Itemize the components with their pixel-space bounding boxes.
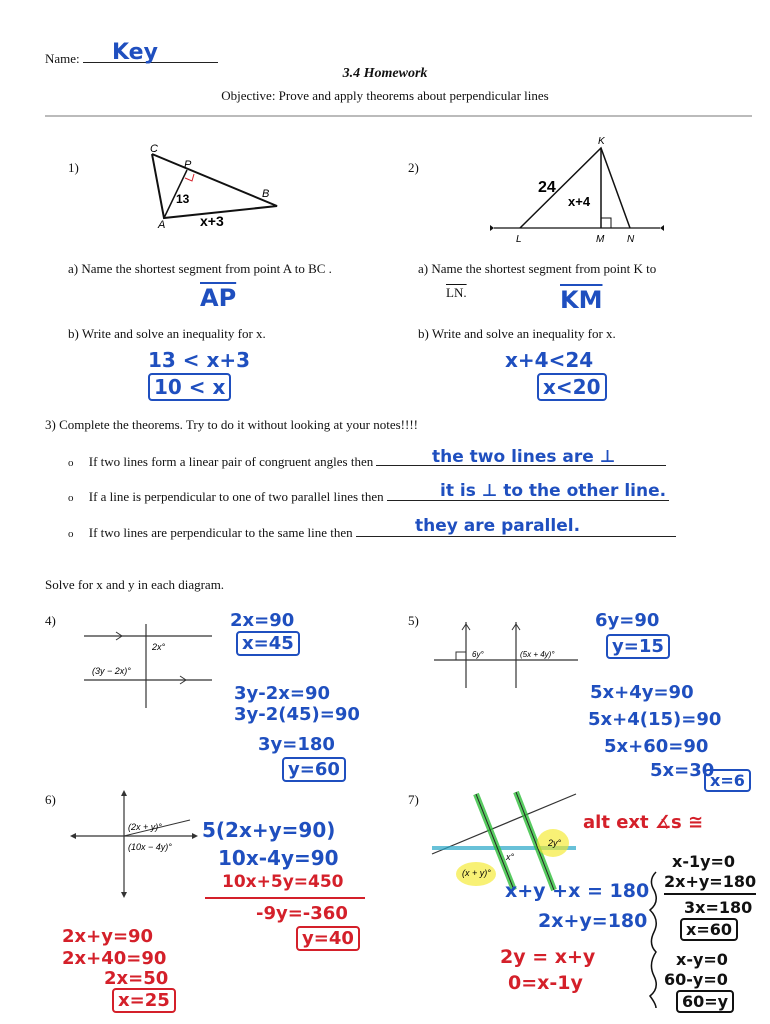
p7-black-6: 60-y=0: [664, 970, 728, 989]
p7-label-c: (x + y)°: [462, 868, 491, 878]
p1-label-a: A: [158, 219, 166, 230]
p5-work-7: x=6: [704, 769, 751, 792]
p6-label-b: (10x − 4y)°: [128, 842, 172, 852]
p4-number: 4): [45, 613, 56, 628]
p7-black-2: 2x+y=180: [664, 872, 757, 891]
p3-text-3: If two lines are perpendicular to the same line then: [88, 525, 353, 540]
p7-black-sum-line: [664, 893, 756, 895]
p7-label-a: 2y°: [548, 838, 562, 848]
p1-answer-b1: 13 < x+3: [148, 348, 251, 372]
p6-red-1: 10x+5y=450: [222, 872, 344, 892]
p1-side-ab: x+3: [200, 213, 224, 229]
p6-blue-1: 5(2x+y=90): [202, 818, 336, 842]
p1-number: 1): [68, 160, 79, 175]
p1-label-c: C: [150, 143, 158, 155]
p1-label-p: P: [184, 159, 192, 171]
p5-work-6: 5x=30: [650, 760, 715, 781]
p5-work-5: 5x+60=90: [604, 736, 709, 757]
p3-answer-3: they are parallel.: [415, 516, 581, 536]
p4-work-1: 2x=90: [230, 610, 295, 631]
p2-label-l: L: [516, 234, 522, 244]
p5-diagram: [432, 620, 582, 690]
p7-blue-2: 2x+y=180: [538, 910, 648, 932]
p1-label-b: B: [262, 188, 270, 200]
p7-red-2: 0=x-1y: [508, 972, 583, 994]
p4-work-2: x=45: [236, 631, 300, 656]
p7-black-5: x-y=0: [676, 950, 728, 969]
p3-text-2: If a line is perpendicular to one of two parallel lines then: [88, 489, 384, 504]
p4-work-6: y=60: [282, 757, 346, 782]
p7-black-7: 60=y: [676, 990, 734, 1013]
p4-label-b: (3y − 2x)°: [92, 666, 131, 676]
p7-number: 7): [408, 792, 419, 807]
p5-label-a: 6y°: [472, 650, 484, 659]
p3-bullet-3: o: [68, 528, 74, 540]
p5-label-b: (5x + 4y)°: [520, 650, 555, 659]
p4-work-4: 3y-2(45)=90: [234, 704, 360, 725]
p7-black-3: 3x=180: [684, 898, 753, 917]
p2-side-kl: 24: [538, 179, 556, 196]
p3-answer-1: the two lines are ⊥: [432, 447, 616, 467]
p3-bullet-1: o: [68, 457, 74, 469]
p7-note: alt ext ∡s ≅: [583, 812, 704, 833]
p5-work-1: 6y=90: [595, 610, 660, 631]
p6-number: 6): [45, 792, 56, 807]
p3-text-1: If two lines form a linear pair of congruent angles then: [88, 454, 374, 469]
p2-label-k: K: [598, 136, 605, 147]
p6-red-3: y=40: [296, 926, 360, 951]
p6-red-2: -9y=-360: [256, 903, 348, 924]
p2-label-m: M: [596, 234, 605, 244]
p1-answer-a: $\overline{AP}$: [200, 284, 237, 312]
p6-left-2: 2x+40=90: [62, 948, 167, 969]
p2-answer-a: $\overline{KM}$: [560, 286, 603, 314]
p1-diagram: [140, 140, 290, 230]
p5-work-4: 5x+4(15)=90: [588, 709, 722, 730]
p6-red-sum-line: [205, 897, 365, 899]
p6-left-1: 2x+y=90: [62, 926, 154, 947]
header-divider: [45, 115, 752, 117]
p1-answer-b2: 10 < x: [148, 373, 231, 401]
p6-diagram: [70, 790, 200, 900]
p4-work-3: 3y-2x=90: [234, 683, 330, 704]
p2-diagram: [490, 132, 670, 244]
p1-question-b: b) Write and solve an inequality for x.: [68, 326, 266, 341]
p3-bullet-2: o: [68, 492, 74, 504]
solve-intro: Solve for x and y in each diagram.: [45, 577, 225, 592]
name-value: Key: [112, 40, 158, 65]
p3-intro: 3) Complete the theorems. Try to do it without looking at your notes!!!!: [45, 417, 418, 432]
p1-question-a: a) Name the shortest segment from point A to BC .: [68, 261, 332, 276]
p2-question-a: a) Name the shortest segment from point K to: [418, 261, 657, 276]
p7-label-b: x°: [506, 852, 515, 862]
p1-side-ap: 13: [176, 192, 190, 206]
p2-answer-b2: x<20: [537, 373, 607, 401]
p5-work-3: 5x+4y=90: [590, 682, 694, 703]
p7-red-1: 2y = x+y: [500, 946, 596, 968]
p5-number: 5): [408, 613, 419, 628]
p7-brace-icon: [646, 870, 660, 1010]
page-title: 3.4 Homework: [342, 66, 428, 81]
p6-left-4: x=25: [112, 988, 176, 1013]
p6-label-a: (2x + y)°: [128, 822, 162, 832]
p2-side-km: x+4: [568, 194, 591, 209]
p2-label-n: N: [627, 234, 635, 244]
p4-diagram: [80, 622, 220, 710]
p2-question-a-segment: LN.: [446, 285, 467, 300]
p4-label-a: 2x°: [152, 642, 166, 652]
objective: Objective: Prove and apply theorems about perpendicular lines: [221, 88, 549, 103]
p2-question-b: b) Write and solve an inequality for x.: [418, 326, 616, 341]
p7-black-1: x-1y=0: [672, 852, 736, 871]
p2-number: 2): [408, 160, 419, 175]
p7-blue-1: x+y +x = 180: [505, 880, 650, 902]
p6-blue-2: 10x-4y=90: [218, 846, 339, 870]
p7-black-4: x=60: [680, 918, 738, 941]
p2-answer-b1: x+4<24: [505, 348, 594, 372]
p3-answer-2: it is ⊥ to the other line.: [440, 481, 667, 501]
name-label: Name:: [45, 51, 80, 66]
p5-work-2: y=15: [606, 634, 670, 659]
p6-left-3: 2x=50: [104, 968, 169, 989]
p3-item-3: [68, 524, 676, 541]
p4-work-5: 3y=180: [258, 734, 335, 755]
